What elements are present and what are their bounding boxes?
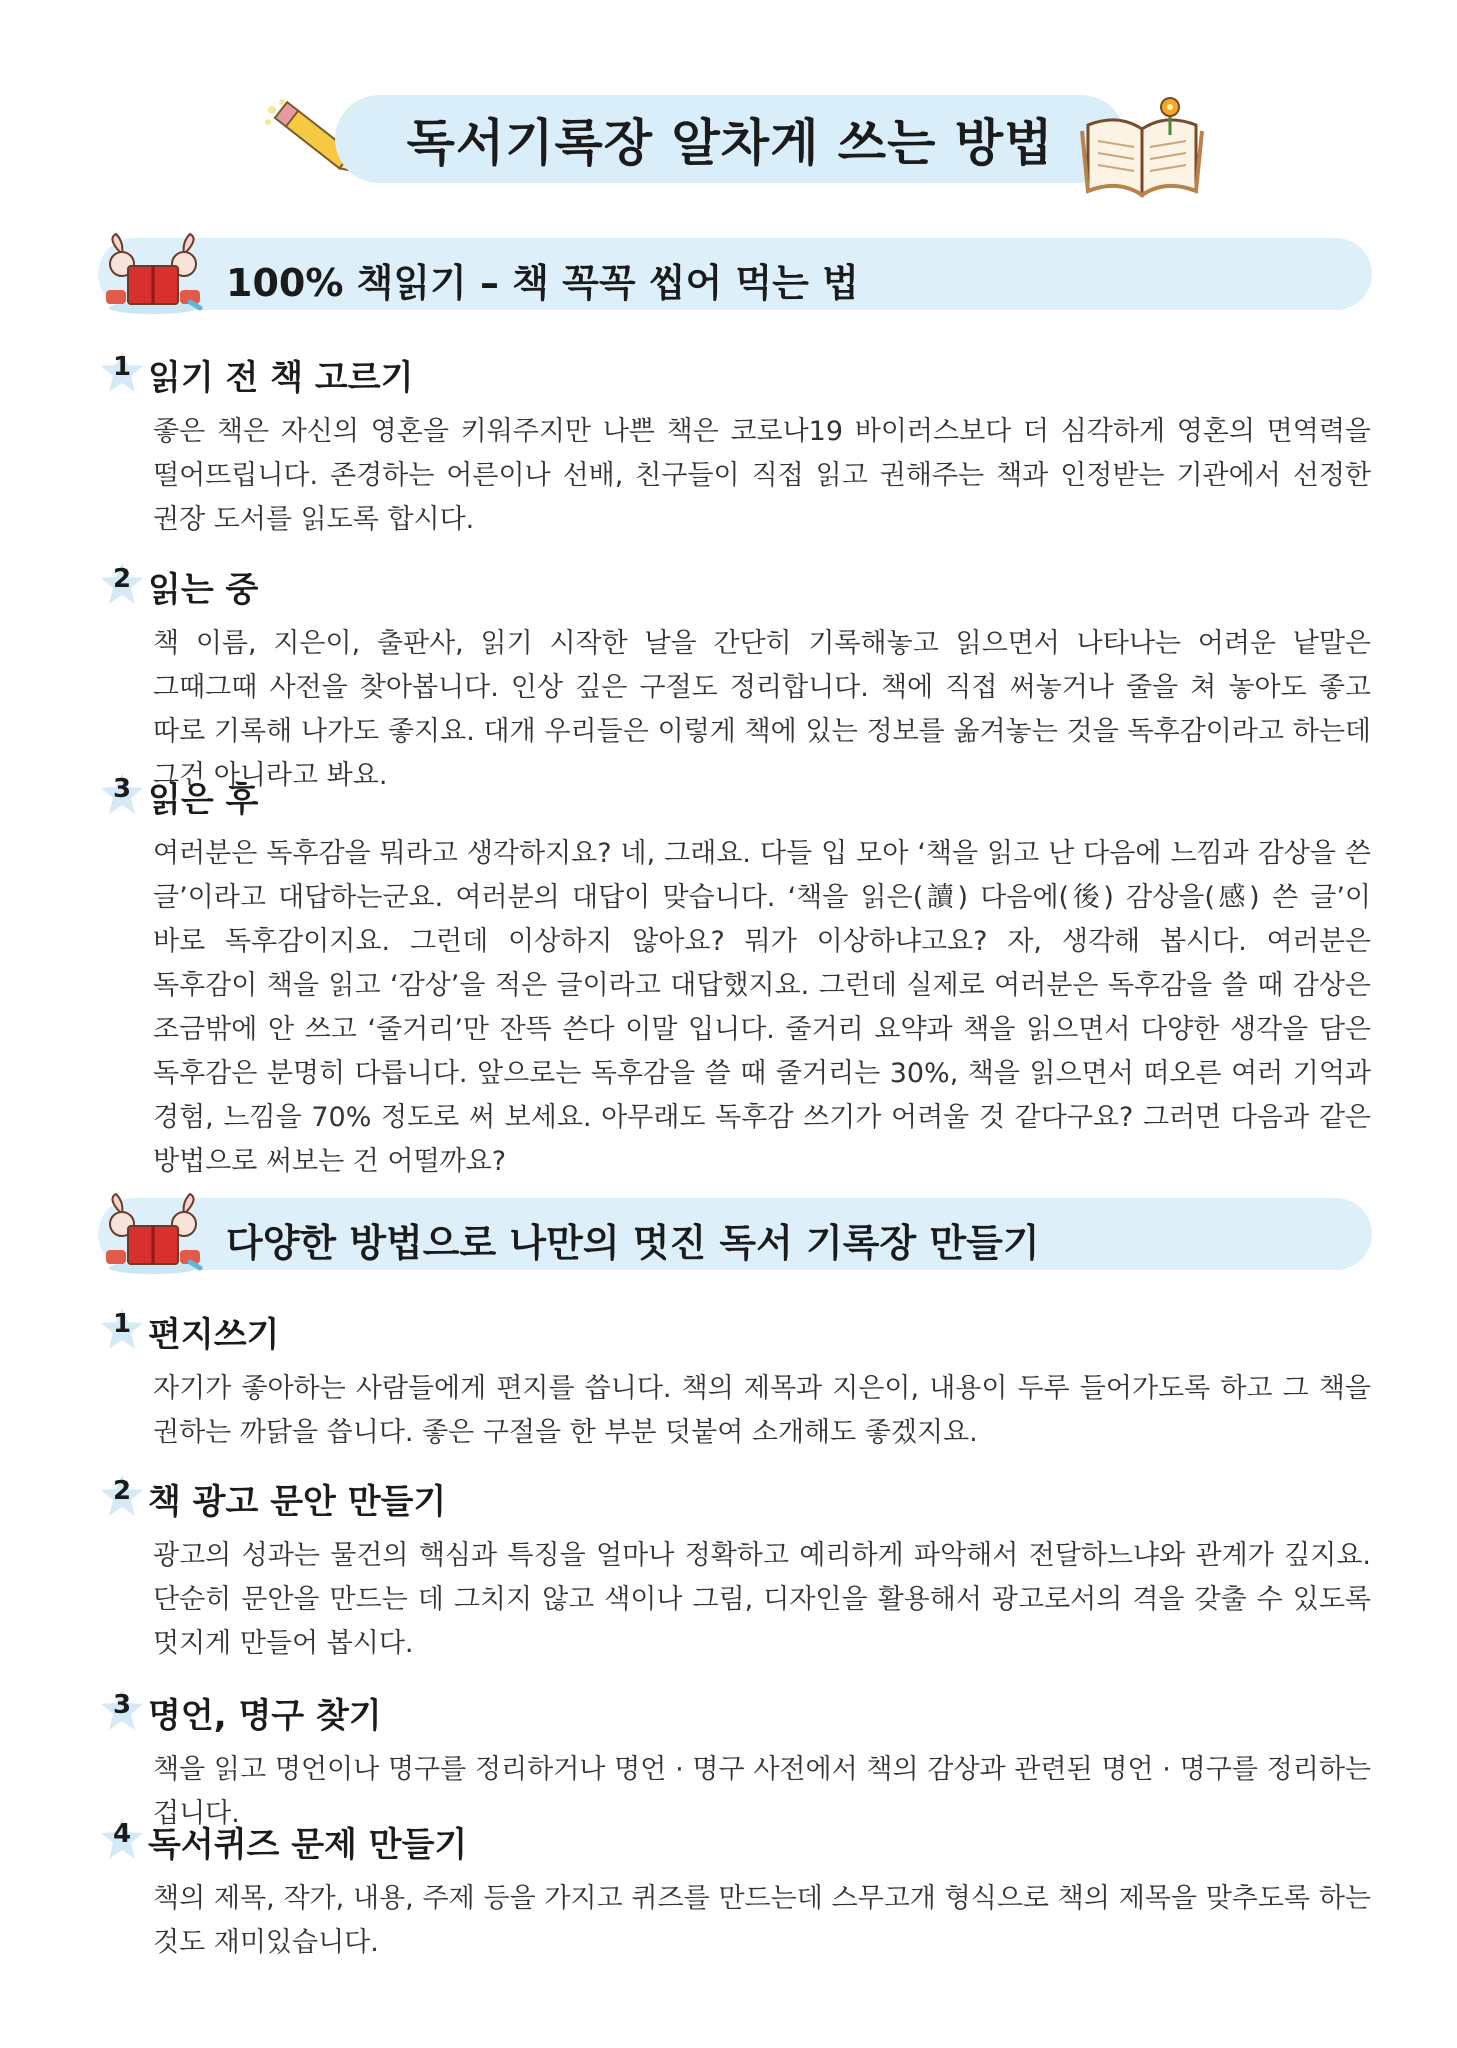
item-body: 자기가 좋아하는 사람들에게 편지를 씁니다. 책의 제목과 지은이, 내용이 두루 들어가도록 하고 그 책을 권하는 까닭을 씁니다. 좋은 구절을 한 부분 덧붙여 소개해도 좋겠지요. [153, 1373, 1371, 1448]
item-title: 편지쓰기 [148, 1315, 280, 1355]
reading-rabbits-icon [98, 230, 208, 316]
item-number: 1 [112, 352, 132, 382]
section-title: 다양한 방법으로 나만의 멋진 독서 기록장 만들기 [226, 1221, 1040, 1265]
item-title: 책 광고 문안 만들기 [148, 1482, 447, 1522]
list-item [98, 348, 1372, 542]
item-body: 좋은 책은 자신의 영혼을 키워주지만 나쁜 책은 코로나19 바이러스보다 더 심각하게 영혼의 면역력을 떨어뜨립니다. 존경하는 어른이나 선배, 친구들이 직접 읽고 권해주는 책과 인정받는 기관에서 선정한 권장 도서를 읽도록 합시다. [153, 416, 1371, 535]
section-header-1 [98, 238, 1372, 310]
item-number: 2 [112, 564, 132, 594]
item-body: 책 이름, 지은이, 출판사, 읽기 시작한 날을 간단히 기록해놓고 읽으면서 나타나는 어려운 낱말은 그때그때 사전을 찾아봅니다. 인상 깊은 구절도 정리합니다. 책에 직접 써놓거나 줄을 쳐 놓아도 좋고 따로 기록해 나가도 좋지요. 대개 우리들은 이렇게 책에 있는 정보를 옮겨놓는 것을 독후감이라고 하는데 그건 아니라고 봐요. [153, 628, 1371, 791]
item-title: 읽는 중 [148, 570, 259, 610]
item-number: 3 [112, 774, 132, 804]
item-body: 책을 읽고 명언이나 명구를 정리하거나 명언 · 명구 사전에서 책의 감상과 관련된 명언 · 명구를 정리하는 겁니다. [153, 1754, 1371, 1829]
item-number: 3 [112, 1690, 132, 1720]
title-banner [335, 95, 1125, 183]
section-header-2 [98, 1198, 1372, 1270]
item-body: 여러분은 독후감을 뭐라고 생각하지요? 네, 그래요. 다들 입 모아 ‘책을 읽고 난 다음에 느낌과 감상을 쓴 글’이라고 대답하는군요. 여러분의 대답이 맞습니다. ‘책을 읽은(讀) 다음에(後) 감상을(感) 쓴 글’이 바로 독후감이지요. 그런데 이상하지 않아요? 뭐가 이상하냐고요? 자, 생각해 봅시다. 여러분은 독후감이 책을 읽고 ‘감상’을 적은 글이라고 대답했지요. 그런데 실제로 여러분은 독후감을 쓸 때 감상은 조금밖에 안 쓰고 ‘줄거리’만 잔뜩 쓴다 이말 입니다. 줄거리 요약과 책을 읽으면서 다양한 생각을 담은 독후감은 분명히 다릅니다. 앞으로는 독후감을 쓸 때 줄거리는 30%, 책을 읽으면서 떠오른 여러 기억과 경험, 느낌을 70% 정도로 써 보세요. 아무래도 독후감 쓰기가 어려울 것 같다구요? 그러면 다음과 같은 방법으로 써보는 건 어떨까요? [153, 838, 1371, 1177]
item-body: 광고의 성과는 물건의 핵심과 특징을 얼마나 정확하고 예리하게 파악해서 전달하느냐와 관계가 깊지요. 단순히 문안을 만드는 데 그치지 않고 색이나 그림, 디자인을 활용해서 광고로서의 격을 갖출 수 있도록 멋지게 만들어 봅시다. [153, 1540, 1371, 1659]
item-body: 책의 제목, 작가, 내용, 주제 등을 가지고 퀴즈를 만드는데 스무고개 형식으로 책의 제목을 맞추도록 하는 것도 재미있습니다. [153, 1883, 1371, 1958]
list-item [98, 770, 1372, 1184]
list-item [98, 1305, 1372, 1455]
open-book-icon [1078, 95, 1208, 200]
reading-rabbits-icon [98, 1190, 208, 1276]
page-title: 독서기록장 알차게 쓰는 방법 [406, 114, 1054, 172]
list-item [98, 1472, 1372, 1666]
section-title: 100% 책읽기 – 책 꼭꼭 씹어 먹는 법 [226, 261, 859, 305]
item-title: 읽기 전 책 고르기 [148, 358, 414, 398]
item-number: 1 [112, 1309, 132, 1339]
item-title: 읽은 후 [148, 780, 259, 820]
item-title: 독서퀴즈 문제 만들기 [148, 1825, 468, 1865]
list-item [98, 1686, 1372, 1836]
item-number: 4 [112, 1819, 132, 1849]
item-title: 명언, 명구 찾기 [148, 1696, 382, 1736]
item-number: 2 [112, 1476, 132, 1506]
list-item [98, 1815, 1372, 1965]
list-item [98, 560, 1372, 798]
